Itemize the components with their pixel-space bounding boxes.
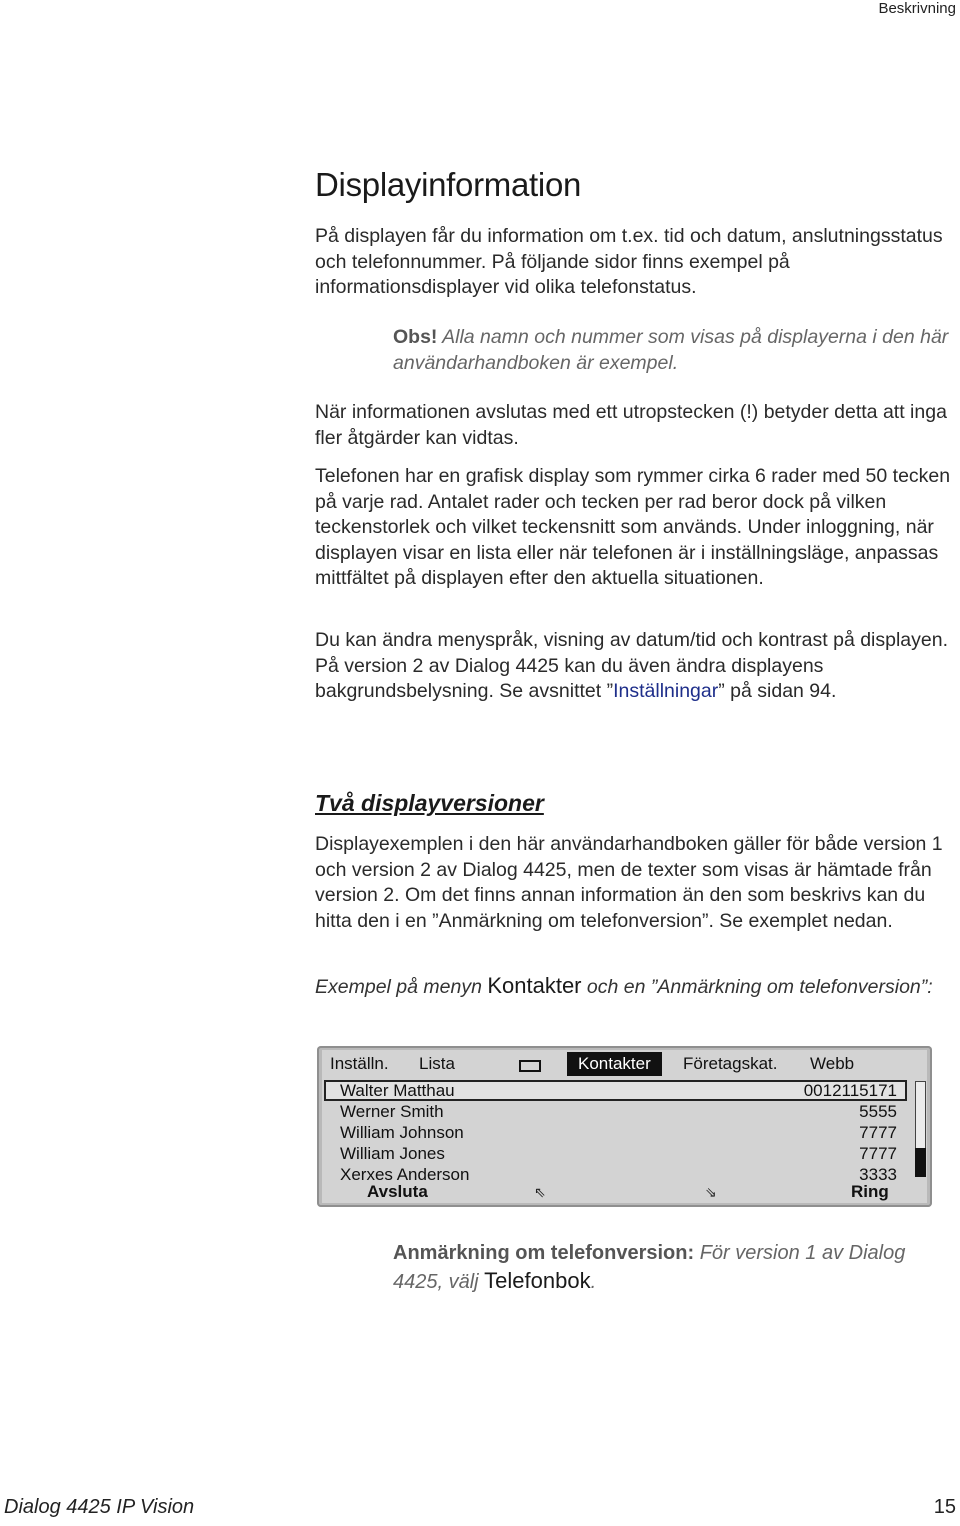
caption-text-after: och en ”Anmärkning om telefonversion”: — [581, 976, 933, 998]
phone-display — [317, 1046, 932, 1207]
contact-name: William Johnson — [340, 1123, 464, 1142]
caption-text-before: Exempel på menyn — [315, 976, 488, 998]
contact-name: Werner Smith — [340, 1102, 444, 1121]
versions-paragraph: Displayexemplen i den här användarhandboken gäller för både version 1 och version 2 av Dialog 4425, men de texter som visas är hämtade från version 2. Om det finns annan information än den som beskrivs kan du hitta den i en ”Anmärkning om telefonversion”. Se exemplet nedan. — [315, 833, 943, 932]
obs-text: Alla namn och nummer som visas på displayerna i den här användarhandboken är exempel. — [393, 326, 949, 374]
list-scrollbar[interactable] — [915, 1081, 926, 1177]
page-number: 15 — [933, 1496, 956, 1518]
contact-row-selected[interactable] — [324, 1080, 907, 1101]
settings-text-after: ” på sidan 94. — [718, 680, 837, 702]
example-caption — [315, 972, 955, 1001]
contact-name: William Jones — [340, 1144, 445, 1163]
version-annotation — [393, 1240, 953, 1296]
settings-paragraph — [315, 628, 955, 705]
contact-row[interactable] — [324, 1122, 907, 1143]
display-window-icon — [519, 1060, 541, 1072]
contact-name: Xerxes Anderson — [340, 1165, 470, 1184]
caption-menu-name: Kontakter — [487, 973, 582, 998]
contact-number: 7777 — [859, 1123, 897, 1142]
section-heading: Två displayversioner — [315, 790, 544, 816]
scroll-down-arrow-icon[interactable]: ⇘ — [705, 1184, 717, 1200]
footer-product: Dialog 4425 IP Vision — [4, 1496, 195, 1518]
contact-row[interactable] — [324, 1101, 907, 1122]
annotation-label: Anmärkning om telefonversion: — [393, 1242, 695, 1264]
contact-number: 3333 — [859, 1165, 897, 1184]
scrollbar-thumb[interactable] — [915, 1148, 926, 1177]
annotation-text-after: . — [590, 1271, 597, 1293]
contact-number: 5555 — [859, 1102, 897, 1121]
settings-text-before: Du kan ändra menyspråk, visning av datum/tid och kontrast på displayen. På version 2 av Dialog 4425 kan du även ändra displayens bakgrundsbelysning. Se avsnittet ” — [315, 629, 949, 702]
contact-number: 7777 — [859, 1144, 897, 1163]
display-screen — [322, 1050, 927, 1203]
obs-note — [393, 325, 953, 376]
softkey-avsluta[interactable]: Avsluta — [367, 1182, 428, 1201]
tab-lista[interactable]: Lista — [419, 1054, 455, 1073]
exclaim-paragraph: När informationen avslutas med ett utropstecken (!) betyder detta att inga fler åtgärder kan vidtas. — [315, 401, 947, 449]
contact-number: 0012115171 — [803, 1081, 897, 1100]
tab-kontakter[interactable]: Kontakter — [567, 1052, 662, 1076]
contact-row[interactable] — [324, 1143, 907, 1164]
contact-name: Walter Matthau — [340, 1081, 455, 1100]
tab-webb[interactable]: Webb — [810, 1054, 855, 1073]
annotation-text-before: För version 1 av Dialog 4425, välj — [393, 1242, 906, 1293]
display-paragraph: Telefonen har en grafisk display som rymmer cirka 6 rader med 50 tecken på varje rad. Antalet rader och tecken per rad beror dock på vilken teckenstorlek och vilket teckensnitt som används. Under inloggning, när displayen visar en lista eller när telefonen är i inställningsläge, anpassas mittfältet på displayen efter den aktuella situationen. — [315, 465, 951, 589]
display-tab-bar — [322, 1052, 927, 1076]
annotation-menu-name: Telefonbok — [484, 1268, 591, 1293]
intro-paragraph: På displayen får du information om t.ex. tid och datum, anslutningsstatus och telefonnummer. På följande sidor finns exempel på informationsdisplayer vid olika telefonstatus. — [315, 225, 943, 298]
obs-label: Obs! — [393, 326, 438, 348]
softkey-ring[interactable]: Ring — [851, 1182, 889, 1201]
scroll-up-arrow-icon[interactable]: ⇖ — [534, 1184, 546, 1200]
tab-foretagskat[interactable]: Företagskat. — [683, 1054, 778, 1073]
tab-installn[interactable]: Inställn. — [330, 1054, 389, 1073]
running-header: Beskrivning — [878, 0, 956, 17]
page-title: Displayinformation — [315, 166, 582, 203]
settings-link[interactable]: Inställningar — [613, 680, 719, 702]
